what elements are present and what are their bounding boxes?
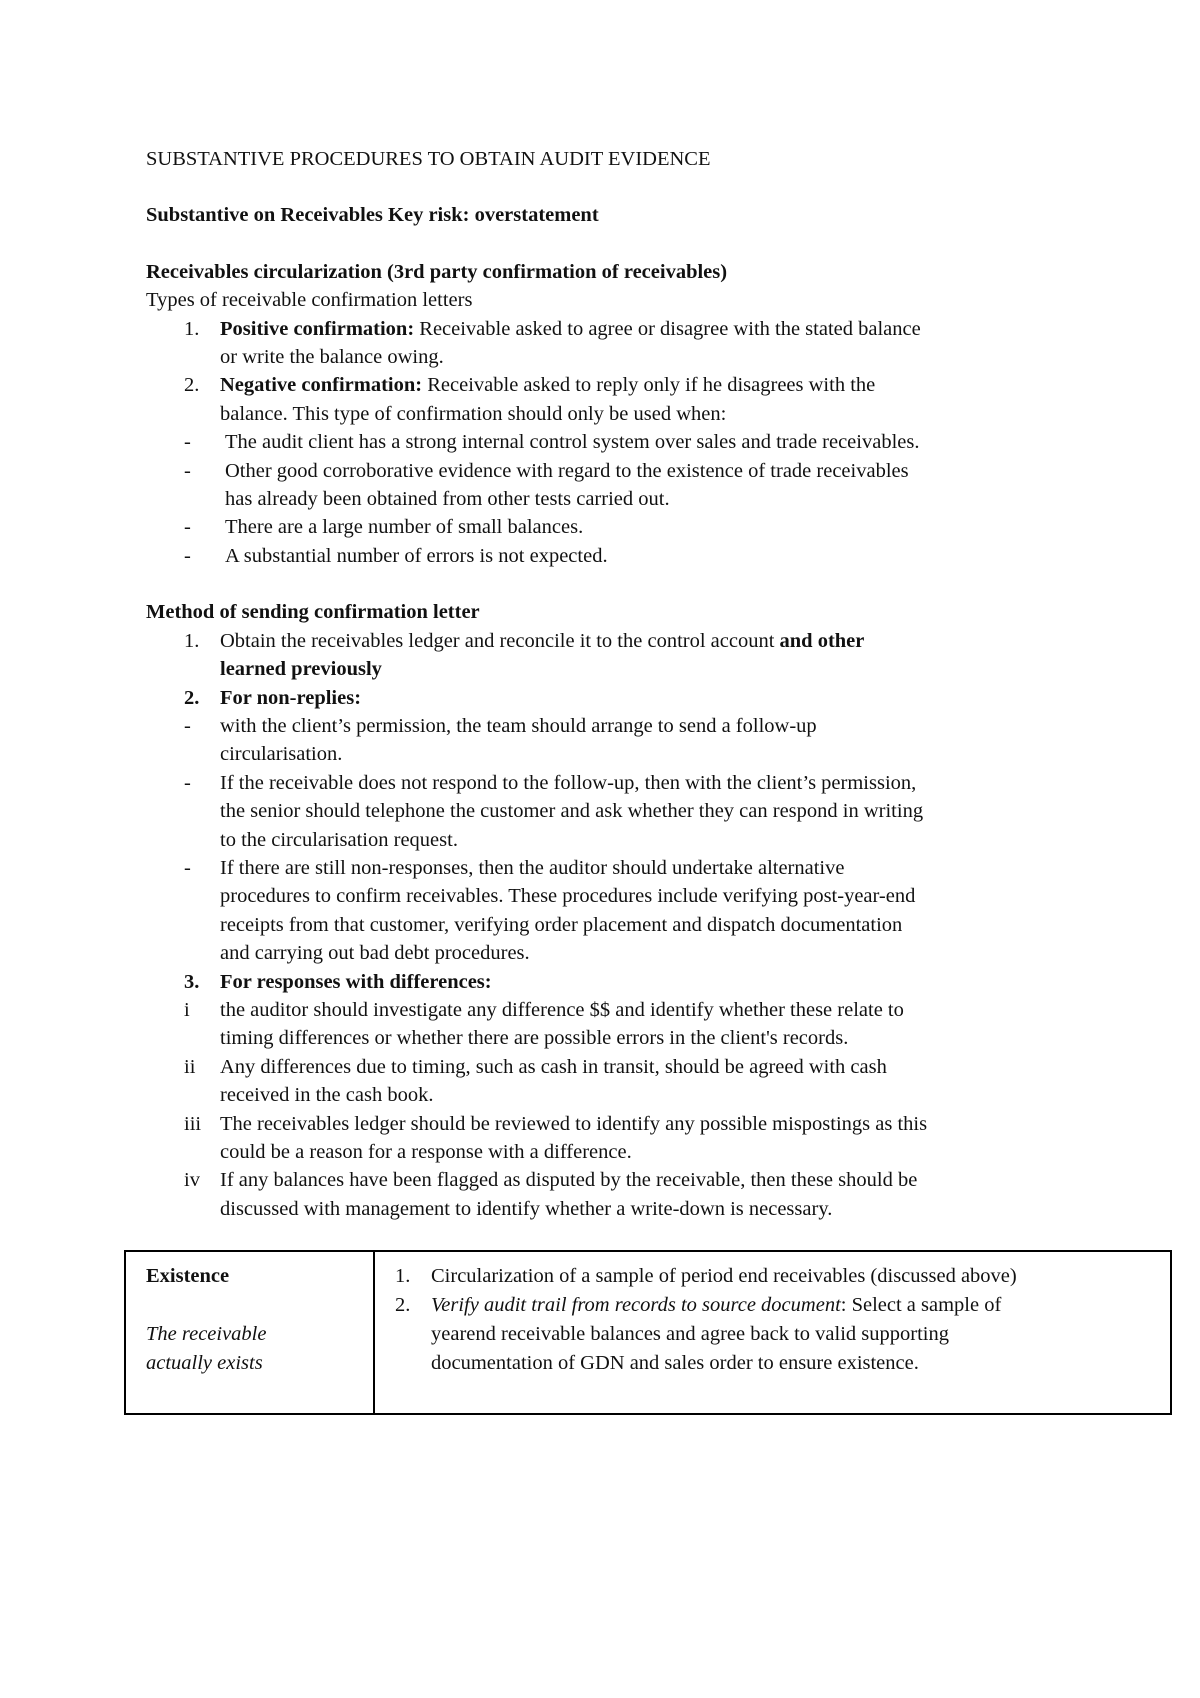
- nonreply-continuation: procedures to confirm receivables. These procedures include verifying post-year-end: [220, 885, 916, 908]
- circularization-heading: Receivables circularization (3rd party confirmation of receivables): [146, 260, 728, 283]
- difference-item: [146, 1166, 1096, 1194]
- nonreply-text: with the client’s permission, the team should arrange to send a follow-up: [220, 714, 817, 737]
- nonreply-text: If there are still non-responses, then the auditor should undertake alternative: [220, 856, 845, 879]
- procedure-continuation: documentation of GDN and sales order to ensure existence.: [431, 1352, 919, 1374]
- condition-item: [146, 542, 1096, 570]
- document-title: SUBSTANTIVE PROCEDURES TO OBTAIN AUDIT EVIDENCE: [146, 148, 711, 170]
- assertion-label: Existence: [146, 1265, 230, 1287]
- condition-item: [146, 457, 1096, 485]
- nonreply-continuation: to the circularisation request.: [220, 828, 458, 851]
- term-text: Receivable asked to agree or disagree with the stated balance: [414, 317, 921, 340]
- condition-continuation: has already been obtained from other tests carried out.: [225, 488, 670, 511]
- dash-bullet: -: [184, 771, 191, 794]
- difference-text: If any balances have been flagged as disputed by the receivable, then these should be: [220, 1169, 918, 1192]
- list-item-positive-confirmation: [146, 315, 1096, 343]
- list-item-negative-confirmation: [146, 371, 1096, 399]
- step-label: For non-replies:: [220, 686, 362, 709]
- spacer: [146, 1291, 353, 1320]
- condition-text: Other good corroborative evidence with regard to the existence of trade receivables: [225, 459, 909, 482]
- roman-marker: iii: [184, 1112, 202, 1135]
- nonreply-item: [146, 769, 1096, 797]
- dash-bullet: -: [184, 714, 191, 737]
- step-text: Obtain the receivables ledger and reconcile it to the control account: [220, 629, 780, 652]
- list-number: 3.: [184, 970, 200, 993]
- method-heading: Method of sending confirmation letter: [146, 601, 480, 624]
- step-bold-text: and other: [779, 629, 865, 652]
- procedure-item: [395, 1291, 1150, 1320]
- nonreply-continuation: the senior should telephone the customer and ask whether they can respond in writing: [220, 800, 924, 823]
- list-item-continuation: balance. This type of confirmation should only be used when:: [220, 402, 727, 425]
- step-continuation: learned previously: [220, 658, 382, 681]
- difference-continuation: timing differences or whether there are possible errors in the client's records.: [220, 1027, 849, 1050]
- document-body: [146, 145, 1096, 1223]
- assertion-description: The receivable: [146, 1323, 267, 1345]
- assertion-description: actually exists: [146, 1352, 263, 1374]
- list-number: 1.: [184, 629, 200, 652]
- dash-bullet: -: [184, 516, 191, 539]
- dash-bullet: -: [184, 431, 191, 454]
- procedure-text: : Select a sample of: [840, 1294, 1002, 1316]
- nonreply-continuation: and carrying out bad debt procedures.: [220, 942, 530, 965]
- step-label: For responses with differences:: [220, 970, 492, 993]
- condition-text: There are a large number of small balances.: [225, 516, 584, 539]
- difference-text: The receivables ledger should be reviewed to identify any possible mispostings as this: [220, 1112, 928, 1135]
- nonreply-continuation: circularisation.: [220, 743, 343, 766]
- procedure-text: Circularization of a sample of period end receivables (discussed above): [431, 1265, 1017, 1287]
- roman-marker: iv: [184, 1169, 200, 1192]
- term-label: Negative confirmation:: [220, 374, 423, 397]
- difference-continuation: discussed with management to identify whether a write-down is necessary.: [220, 1197, 833, 1220]
- difference-text: Any differences due to timing, such as cash in transit, should be agreed with cash: [220, 1055, 887, 1078]
- difference-item: [146, 1110, 1096, 1138]
- condition-item: [146, 428, 1096, 456]
- term-label: Positive confirmation:: [220, 317, 415, 340]
- nonreply-item: [146, 854, 1096, 882]
- condition-item: [146, 513, 1096, 541]
- list-number: 2.: [395, 1294, 411, 1316]
- difference-continuation: received in the cash book.: [220, 1084, 434, 1107]
- procedure-item: [395, 1262, 1150, 1291]
- assertion-cell: [125, 1251, 374, 1414]
- dash-bullet: -: [184, 856, 191, 879]
- section-heading-receivables: Substantive on Receivables Key risk: overstatement: [146, 204, 599, 227]
- difference-text: the auditor should investigate any difference $$ and identify whether these relate to: [220, 998, 904, 1021]
- procedure-italic-text: Verify audit trail from records to source document: [431, 1294, 841, 1316]
- list-number: 2.: [184, 686, 200, 709]
- procedure-continuation: yearend receivable balances and agree back to valid supporting: [431, 1323, 949, 1345]
- condition-text: The audit client has a strong internal control system over sales and trade receivables.: [225, 431, 920, 454]
- dash-bullet: -: [184, 459, 191, 482]
- list-number: 1.: [395, 1265, 411, 1287]
- method-step-1: [146, 627, 1096, 655]
- types-intro: Types of receivable confirmation letters: [146, 289, 473, 312]
- difference-continuation: could be a reason for a response with a difference.: [220, 1141, 632, 1163]
- method-step-2: [146, 684, 1096, 712]
- dash-bullet: -: [184, 544, 191, 567]
- nonreply-continuation: receipts from that customer, verifying order placement and dispatch documentation: [220, 913, 903, 936]
- difference-item: [146, 996, 1096, 1024]
- list-number: 2.: [184, 374, 200, 397]
- table-row: [125, 1251, 1171, 1414]
- list-item-continuation: or write the balance owing.: [220, 346, 444, 369]
- roman-marker: i: [184, 998, 190, 1021]
- existence-table: [124, 1250, 1172, 1415]
- difference-item: [146, 1053, 1096, 1081]
- procedures-cell: [374, 1251, 1171, 1414]
- nonreply-text: If the receivable does not respond to the follow-up, then with the client’s permission,: [220, 771, 917, 794]
- nonreply-item: [146, 712, 1096, 740]
- roman-marker: ii: [184, 1055, 196, 1078]
- list-number: 1.: [184, 317, 200, 340]
- term-text: Receivable asked to reply only if he disagrees with the: [422, 374, 876, 397]
- condition-text: A substantial number of errors is not expected.: [225, 544, 608, 567]
- method-step-3: [146, 968, 1096, 996]
